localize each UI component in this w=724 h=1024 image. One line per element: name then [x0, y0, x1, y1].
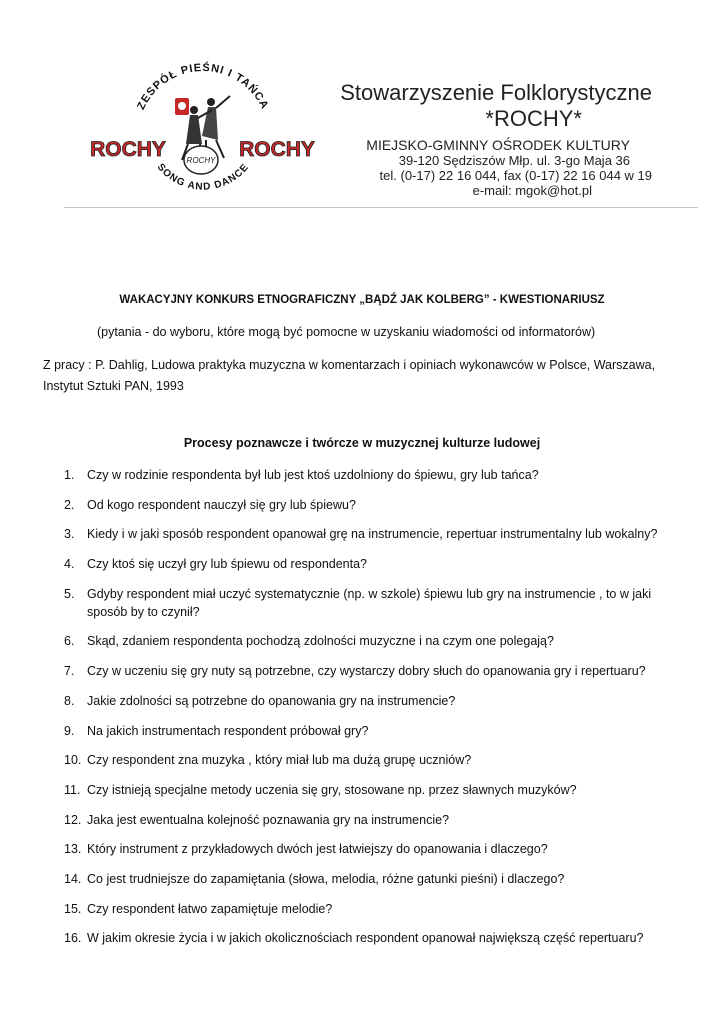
question-text: Co jest trudniejsze do zapamiętania (słowa, melodia, różne gatunki pieśni) i dlaczego?: [87, 871, 565, 886]
question-item: [64, 466, 664, 484]
address: 39-120 Sędziszów Młp. ul. 3-go Maja 36: [398, 153, 630, 168]
org-subname: *ROCHY*: [485, 106, 582, 131]
logo-arc-bottom: SONG AND DANCE: [154, 161, 252, 193]
question-item: [64, 585, 664, 621]
question-number: 9.: [64, 723, 75, 738]
question-text: Na jakich instrumentach respondent próbował gry?: [87, 723, 369, 738]
question-item: [64, 781, 664, 799]
question-number: 1.: [64, 468, 75, 482]
question-number: 3.: [64, 527, 75, 542]
question-text: Kiedy i w jaki sposób respondent opanował grę na instrumencie, repertuar instrumentalny lub wokalny?: [87, 527, 658, 542]
question-text: Od kogo respondent nauczył się gry lub śpiewu?: [87, 497, 356, 512]
question-text: Gdyby respondent miał uczyć systematycznie (np. w szkole) śpiewu lub gry na instrumencie , to w jaki sposób by to czynił?: [87, 586, 652, 619]
source-citation: Z pracy : P. Dahlig, Ludowa praktyka muzyczna w komentarzach i opiniach wykonawców w Polsce, Warszawa, Instytut Sztuki PAN, 1993: [43, 358, 656, 393]
logo-emblem-icon: [175, 96, 230, 174]
question-number: 5.: [64, 586, 75, 601]
question-item: [64, 632, 664, 650]
question-text: Czy istnieją specjalne metody uczenia się gry, stosowane np. przez sławnych muzyków?: [87, 782, 577, 797]
email[interactable]: e-mail: mgok@hot.pl: [472, 183, 592, 198]
question-number: 8.: [64, 693, 75, 708]
question-item: [64, 525, 664, 543]
question-item: [64, 722, 664, 740]
question-number: 4.: [64, 557, 75, 572]
document-title: WAKACYJNY KONKURS ETNOGRAFICZNY „BĄDŹ JAK KOLBERG” - KWESTIONARIUSZ: [119, 294, 605, 306]
question-item: [64, 840, 664, 858]
question-number: 12.: [64, 812, 82, 827]
logo-right-word: ROCHY: [239, 138, 315, 161]
question-number: 14.: [64, 871, 82, 886]
question-text: Który instrument z przykładowych dwóch jest łatwiejszy do opanowania i dlaczego?: [87, 842, 548, 857]
question-item: [64, 496, 664, 514]
header-divider: [64, 207, 698, 208]
question-text: Jaka jest ewentualna kolejność poznawania gry na instrumencie?: [87, 812, 450, 827]
question-number: 16.: [64, 931, 82, 946]
logo-drum-word: ROCHY: [186, 156, 216, 165]
question-text: Czy respondent zna muzyka , który miał lub ma dużą grupę uczniów?: [87, 753, 472, 768]
question-item: [64, 900, 664, 918]
question-text: Skąd, zdaniem respondenta pochodzą zdolności muzyczne i na czym one polegają?: [87, 634, 554, 649]
document-subtitle: (pytania - do wyboru, które mogą być pomocne w uzyskaniu wiadomości od informatorów): [97, 325, 596, 339]
question-text: Czy w uczeniu się gry nuty są potrzebne, czy wystarczy dobry słuch do opanowania gry i repertuaru?: [87, 664, 646, 679]
question-item: [64, 662, 664, 680]
center-name: MIEJSKO-GMINNY OŚRODEK KULTURY: [366, 137, 630, 153]
question-number: 10.: [64, 753, 82, 768]
questions-list: [64, 466, 664, 959]
question-number: 2.: [64, 497, 75, 512]
question-item: [64, 751, 664, 769]
phone: tel. (0-17) 22 16 044, fax (0-17) 22 16 044 w 19: [379, 168, 652, 183]
question-text: W jakim okresie życia i w jakich okolicznościach respondent opanował największą część repertuaru?: [87, 931, 644, 946]
svg-text:ZESPÓŁ PIEŚNI I TAŃCA: [135, 61, 271, 112]
question-number: 11.: [64, 782, 81, 797]
logo-arc-top: ZESPÓŁ PIEŚNI I TAŃCA: [135, 61, 271, 112]
logo-left-word: ROCHY: [90, 138, 166, 161]
rochy-logo: [90, 58, 315, 203]
section-title: Procesy poznawcze i twórcze w muzycznej kulturze ludowej: [183, 436, 541, 450]
question-text: Czy ktoś się uczył gry lub śpiewu od respondenta?: [87, 557, 368, 572]
question-number: 6.: [64, 634, 75, 649]
question-text: Czy respondent łatwo zapamiętuje melodie?: [87, 901, 333, 916]
question-item: [64, 811, 664, 829]
org-name: Stowarzyszenie Folklorystyczne: [340, 80, 652, 105]
question-item: [64, 929, 664, 947]
question-number: 13.: [64, 842, 82, 857]
question-text: Jakie zdolności są potrzebne do opanowania gry na instrumencie?: [87, 693, 456, 708]
question-number: 15.: [64, 901, 82, 916]
question-item: [64, 870, 664, 888]
question-item: [64, 555, 664, 573]
question-item: [64, 692, 664, 710]
organization-block: [322, 80, 652, 198]
question-text: Czy w rodzinie respondenta był lub jest ktoś uzdolniony do śpiewu, gry lub tańca?: [87, 468, 539, 482]
question-number: 7.: [64, 664, 75, 679]
